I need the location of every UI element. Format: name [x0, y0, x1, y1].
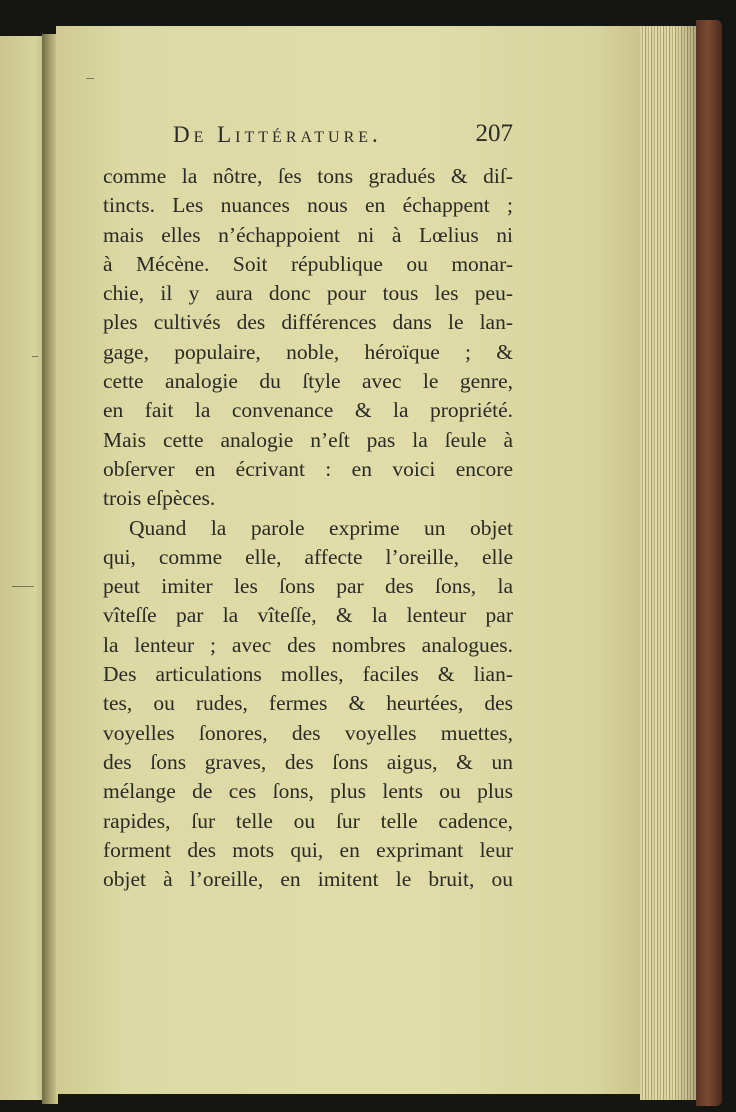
text-line: obſerver en écrivant : en voici encore — [103, 456, 513, 481]
book-cover-edge — [696, 20, 722, 1106]
text-line: voyelles ſonores, des voyelles muettes, — [103, 720, 513, 745]
text-line: gage, populaire, noble, héroïque ; & — [103, 339, 513, 364]
text-line: mélange de ces ſons, plus lents ou plus — [103, 779, 513, 804]
text-line: objet à l’oreille, en imitent le bruit, ou — [103, 867, 513, 892]
text-line: chie, il y aura donc pour tous les peu- — [103, 281, 513, 306]
text-line: à Mécène. Soit république ou monar- — [103, 251, 513, 276]
text-line: rapides, ſur telle ou ſur telle cadence, — [103, 808, 513, 833]
text-line: Mais cette analogie n’eſt pas la ſeule à — [103, 427, 513, 452]
text-line: Des articulations molles, faciles & lian- — [103, 662, 513, 687]
text-line: tes, ou rudes, fermes & heurtées, des — [103, 691, 513, 716]
margin-mark — [86, 78, 94, 79]
text-line: forment des mots qui, en exprimant leur — [103, 837, 513, 862]
text-line: vîteſſe par la vîteſſe, & la lenteur par — [103, 603, 513, 628]
text-line: peut imiter les ſons par des ſons, la — [103, 574, 513, 599]
text-line: qui, comme elle, affecte l’oreille, elle — [103, 544, 513, 569]
text-line: tincts. Les nuances nous en échappent ; — [103, 193, 513, 218]
text-line: ples cultivés des différences dans le lan- — [103, 310, 513, 335]
text-line: comme la nôtre, ſes tons gradués & diſ- — [103, 164, 513, 188]
text-line: la lenteur ; avec des nombres analogues. — [103, 632, 513, 657]
margin-mark — [12, 586, 34, 587]
paragraph — [103, 162, 513, 514]
running-head — [103, 118, 513, 162]
text-line: des ſons graves, des ſons aigus, & un — [103, 749, 513, 774]
text-line: trois eſpèces. — [103, 486, 216, 511]
margin-mark — [32, 356, 38, 357]
text-line: en fait la convenance & la propriété. — [103, 398, 513, 423]
text-line: Quand la parole exprime un objet — [129, 515, 513, 540]
paragraph — [103, 514, 513, 895]
page-text — [103, 118, 513, 894]
running-title: De Littérature. — [173, 122, 382, 147]
page-edges — [640, 26, 702, 1100]
text-line: cette analogie du ſtyle avec le genre, — [103, 369, 513, 394]
text-line: mais elles n’échappoient ni à Lœlius ni — [103, 222, 513, 247]
page-number: 207 — [475, 120, 513, 147]
